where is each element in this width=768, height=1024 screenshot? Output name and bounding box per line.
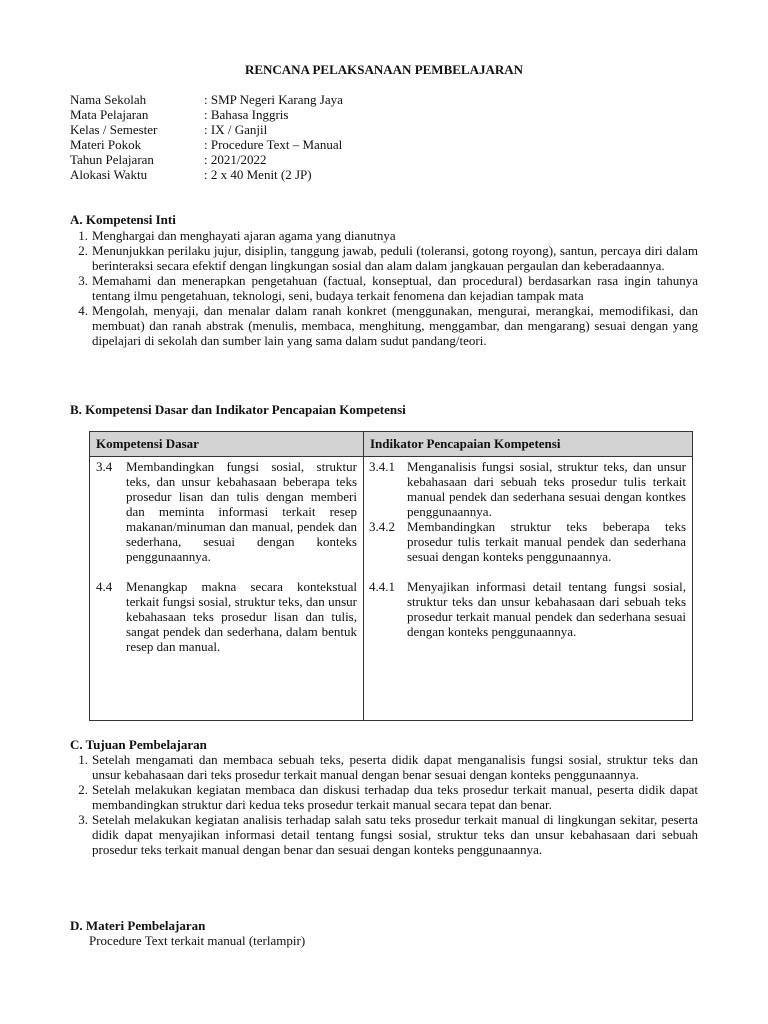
- identity-block: [70, 92, 343, 182]
- info-row-year: [70, 152, 343, 167]
- table-header: [90, 432, 692, 457]
- list-number: 3.: [78, 812, 88, 827]
- learning-material-text: Procedure Text terkait manual (terlampir): [89, 933, 306, 948]
- document-title: RENCANA PELAKSANAAN PEMBELAJARAN: [244, 62, 524, 77]
- kd-code: 3.4: [96, 459, 113, 474]
- spacer: [96, 564, 357, 579]
- list-item: [70, 752, 698, 782]
- list-item: [70, 273, 698, 303]
- section-b-title: B. Kompetensi Dasar dan Indikator Pencapaian Kompetensi: [70, 402, 406, 417]
- info-value: : 2021/2022: [204, 152, 267, 167]
- section-c-title: C. Tujuan Pembelajaran: [70, 737, 207, 752]
- info-row-topic: [70, 137, 343, 152]
- ipk-entry: [369, 459, 686, 519]
- learning-objectives-list: [70, 752, 698, 857]
- info-row-class: [70, 122, 343, 137]
- kd-entry: [96, 459, 357, 564]
- table-row: [90, 457, 692, 721]
- list-text: Setelah melakukan kegiatan membaca dan diskusi terhadap dua teks prosedur terkait manual, peserta didik dapat membandingkan struktur dari kedua teks prosedur terkait manual secara tepat dan benar.: [92, 782, 698, 812]
- list-text: Mengolah, menyaji, dan menalar dalam ranah konkret (menggunakan, mengurai, merangkai, memodifikasi, dan membuat) dan ranah abstrak (menulis, membaca, menghitung, menggambar, dan mengarang) sesuai dengan yang dipelajari di sekolah dan sumber lain yang sama dalam sudut pandang/teori.: [92, 303, 698, 348]
- info-label: Nama Sekolah: [70, 92, 147, 107]
- info-label: Materi Pokok: [70, 137, 142, 152]
- info-label: Tahun Pelajaran: [70, 152, 154, 167]
- list-number: 1.: [78, 752, 88, 767]
- kd-entry: [96, 579, 357, 654]
- list-item: [70, 228, 698, 243]
- ipk-text: Menyajikan informasi detail tentang fungsi sosial, struktur teks dan unsur kebahasaan dari sebuah teks prosedur terkait manual pendek dan sederhana sesuai dengan konteks penggunaannya.: [407, 579, 686, 639]
- list-item: [70, 243, 698, 273]
- ipk-column: [364, 457, 692, 721]
- spacer: [369, 564, 686, 579]
- ipk-text: Menganalisis fungsi sosial, struktur teks, dan unsur kebahasaan dari sebuah teks prosedur tulis terkait manual pendek dan sederhana sesuai dengan kontkes penggunaannya.: [407, 459, 686, 519]
- core-competency-list: [70, 228, 698, 348]
- info-value: : IX / Ganjil: [204, 122, 268, 137]
- ipk-entry: [369, 579, 686, 639]
- info-label: Alokasi Waktu: [70, 167, 148, 182]
- info-value: : 2 x 40 Menit (2 JP): [204, 167, 312, 182]
- kd-text: Membandingkan fungsi sosial, struktur teks, dan unsur kebahasaan beberapa teks prosedur lisan dan tulis dengan memberi dan meminta informasi terkait resep makanan/minuman dan manual, pendek dan sederhana, sesuai dengan konteks penggunaannya.: [126, 459, 357, 564]
- list-number: 3.: [78, 273, 88, 288]
- list-text: Menghargai dan menghayati ajaran agama yang dianutnya: [92, 228, 396, 243]
- list-item: [70, 812, 698, 857]
- list-item: [70, 303, 698, 348]
- info-value: : Procedure Text – Manual: [204, 137, 343, 152]
- kd-column: [90, 457, 364, 721]
- table-header-kd: Kompetensi Dasar: [90, 432, 364, 456]
- info-row-subject: [70, 107, 343, 122]
- list-number: 1.: [78, 228, 88, 243]
- ipk-entry: [369, 519, 686, 564]
- info-row-school: [70, 92, 343, 107]
- competency-table: [89, 431, 693, 721]
- info-value: : Bahasa Inggris: [204, 107, 289, 122]
- section-a-title: A. Kompetensi Inti: [70, 212, 176, 227]
- list-number: 2.: [78, 782, 88, 797]
- list-text: Setelah melakukan kegiatan analisis terhadap salah satu teks prosedur terkait manual di lingkungan sekitar, peserta didik dapat menyajikan informasi detail tentang fungsi sosial, struktur teks dan unsur kebahasaan dari sebuah prosedur teks terkait manual dengan benar dan sesuai dengan konteks penggunaannya.: [92, 812, 698, 857]
- table-header-ipk: Indikator Pencapaian Kompetensi: [370, 436, 561, 451]
- list-number: 4.: [78, 303, 88, 318]
- info-label: Kelas / Semester: [70, 122, 158, 137]
- info-value: : SMP Negeri Karang Jaya: [204, 92, 343, 107]
- section-d-title: D. Materi Pembelajaran: [70, 918, 206, 933]
- kd-text: Menangkap makna secara kontekstual terkait fungsi sosial, struktur teks, dan unsur kebahasaan teks prosedur lisan dan tulis, sangat pendek dan sederhana, dalam bentuk resep dan manual.: [126, 579, 357, 654]
- kd-code: 4.4: [96, 579, 113, 594]
- info-row-time: [70, 167, 343, 182]
- list-text: Setelah mengamati dan membaca sebuah teks, peserta didik dapat menganalisis fungsi sosial, struktur teks dan unsur kebahasaan dari teks prosedur terkait manual dengan benar sesuai dengan konteks penggunaannya.: [92, 752, 698, 782]
- ipk-code: 3.4.2: [369, 519, 395, 534]
- ipk-text: Membandingkan struktur teks beberapa teks prosedur tulis terkait manual pendek dan sederhana sesuai dengan konteks penggunaannya.: [407, 519, 686, 564]
- ipk-code: 3.4.1: [369, 459, 395, 474]
- list-text: Menunjukkan perilaku jujur, disiplin, tanggung jawab, peduli (toleransi, gotong royong), santun, percaya diri dalam berinteraksi secara efektif dengan lingkungan sosial dan alam dalam jangkauan pergaulan dan keberadaannya.: [92, 243, 698, 273]
- list-item: [70, 782, 698, 812]
- ipk-code: 4.4.1: [369, 579, 395, 594]
- list-number: 2.: [78, 243, 88, 258]
- list-text: Memahami dan menerapkan pengetahuan (factual, konseptual, dan procedural) berdasarkan rasa ingin tahunya tentang ilmu pengetahuan, teknologi, seni, budaya terkait fenomena dan kejadian tampak mata: [92, 273, 698, 303]
- info-label: Mata Pelajaran: [70, 107, 149, 122]
